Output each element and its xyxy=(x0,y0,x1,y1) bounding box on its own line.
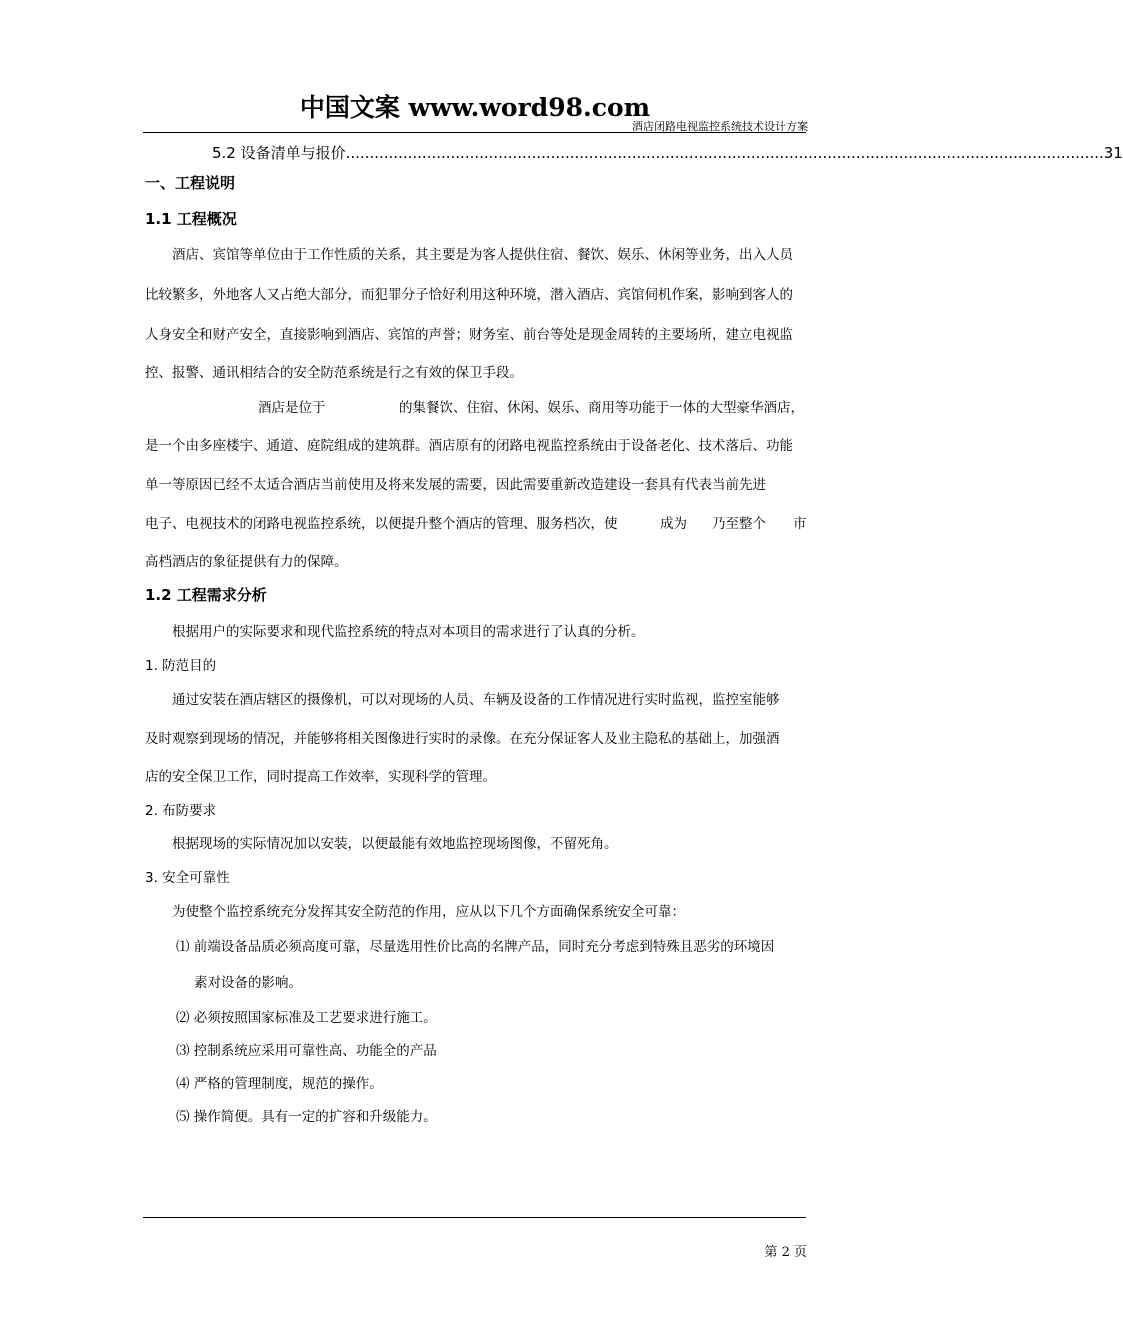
section-heading: 一、工程说明 xyxy=(145,174,236,192)
paragraph-fragment: 的集餐饮、住宿、休闲、娱乐、商用等功能于一体的大型豪华酒店， xyxy=(399,400,804,416)
paragraph-line: 根据用户的实际要求和现代监控系统的特点对本项目的需求进行了认真的分析。 xyxy=(172,624,645,640)
paragraph-line: 单一等原因已经不太适合酒店当前使用及将来发展的需要，因此需要重新改造建设一套具有代表当前先进 xyxy=(145,477,766,493)
paragraph-line: 为使整个监控系统充分发挥其安全防范的作用，应从以下几个方面确保系统安全可靠： xyxy=(172,904,685,920)
paragraph-line: 高档酒店的象征提供有力的保障。 xyxy=(145,554,348,570)
header-rule xyxy=(143,132,806,133)
watermark-title: 中国文案 www.word98.com xyxy=(299,93,651,122)
item-heading: 1. 防范目的 xyxy=(145,658,217,674)
paragraph-line: 通过安装在酒店辖区的摄像机，可以对现场的人员、车辆及设备的工作情况进行实时监视，监控室能够 xyxy=(172,692,780,708)
paragraph-line: 及时观察到现场的情况，并能够将相关图像进行实时的录像。在充分保证客人及业主隐私的基础上，加强酒 xyxy=(145,731,780,747)
list-item: ⑴ 前端设备品质必须高度可靠，尽量选用性价比高的名牌产品，同时充分考虑到特殊且恶劣的环境因 xyxy=(176,939,775,955)
paragraph-line: 店的安全保卫工作，同时提高工作效率，实现科学的管理。 xyxy=(145,769,496,785)
item-heading: 3. 安全可靠性 xyxy=(145,870,230,886)
paragraph-fragment: 酒店是位于 xyxy=(258,400,326,416)
paragraph-line: 酒店、宾馆等单位由于工作性质的关系，其主要是为客人提供住宿、餐饮、娱乐、休闲等业务，出入人员 xyxy=(172,247,793,263)
list-item: ⑷ 严格的管理制度，规范的操作。 xyxy=(176,1076,383,1092)
paragraph-line: 是一个由多座楼宇、通道、庭院组成的建筑群。酒店原有的闭路电视监控系统由于设备老化、技术落后、功能 xyxy=(145,438,793,454)
toc-entry[interactable] xyxy=(212,142,1123,163)
paragraph-fragment: 乃至整个 xyxy=(712,516,766,532)
item-heading: 2. 布防要求 xyxy=(145,803,217,819)
paragraph-line: 人身安全和财产安全，直接影响到酒店、宾馆的声誉；财务室、前台等处是现金周转的主要场所，建立电视监 xyxy=(145,327,793,343)
paragraph-line: 比较繁多，外地客人又占绝大部分，而犯罪分子恰好利用这种环境，潜入酒店、宾馆伺机作案，影响到客人的 xyxy=(145,287,793,303)
paragraph-fragment: 电子、电视技术的闭路电视监控系统，以便提升整个酒店的管理、服务档次，使 xyxy=(145,516,618,532)
running-header: 酒店闭路电视监控系统技术设计方案 xyxy=(632,120,808,133)
subsection-heading-overview: 1.1 工程概况 xyxy=(145,210,237,228)
toc-entry-page: 31 xyxy=(1103,144,1123,162)
toc-entry-label: 5.2 设备清单与报价 xyxy=(212,144,346,162)
list-item: ⑵ 必须按照国家标准及工艺要求进行施工。 xyxy=(176,1010,437,1026)
paragraph-fragment: 成为 xyxy=(660,516,687,532)
paragraph-line: 根据现场的实际情况加以安装，以便最能有效地监控现场图像，不留死角。 xyxy=(172,836,618,852)
subsection-heading-requirements: 1.2 工程需求分析 xyxy=(145,586,267,604)
list-item-continuation: 素对设备的影响。 xyxy=(194,975,302,991)
footer-rule xyxy=(143,1217,806,1218)
list-item: ⑶ 控制系统应采用可靠性高、功能全的产品 xyxy=(176,1043,437,1059)
toc-leader-dots: ............................................................................................................................................................... xyxy=(345,144,1104,162)
page-number: 第 2 页 xyxy=(764,1245,807,1260)
paragraph-fragment: 市 xyxy=(793,516,807,532)
paragraph-line: 控、报警、通讯相结合的安全防范系统是行之有效的保卫手段。 xyxy=(145,365,523,381)
list-item: ⑸ 操作简便。具有一定的扩容和升级能力。 xyxy=(176,1109,437,1125)
